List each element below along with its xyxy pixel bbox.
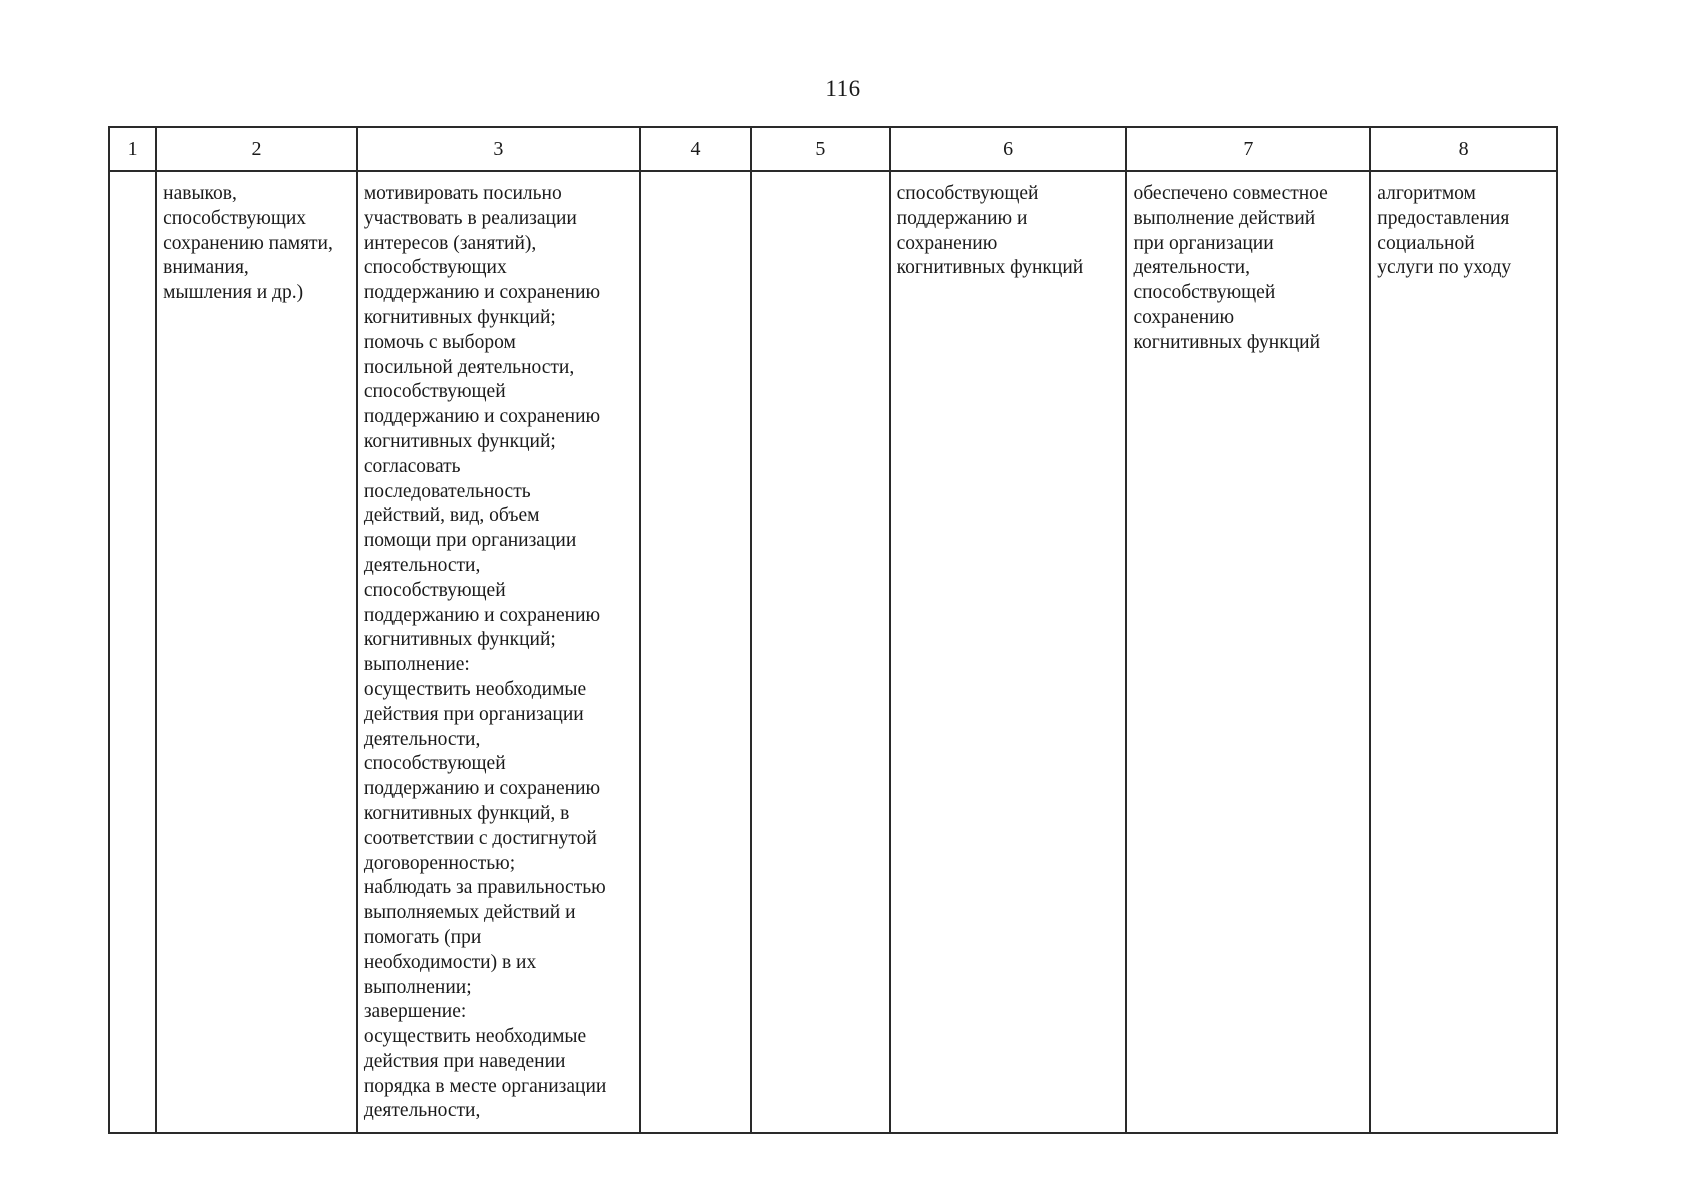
cell-col-1 — [109, 171, 156, 1133]
cell-col-3 — [357, 171, 640, 1133]
cell-text-line: услуги по уходу — [1377, 257, 1512, 279]
cell-text-line: последовательность — [363, 480, 531, 502]
cell-text-line: когнитивных функций — [896, 257, 1084, 279]
cell-text-line: деятельности, — [363, 1100, 481, 1122]
cell-text-line: интересов (занятий), — [363, 232, 537, 254]
cell-text-line: способствующей — [363, 753, 506, 775]
cell-text-line: осуществить необходимые — [363, 678, 587, 700]
cell-text-line: внимания, — [163, 257, 249, 279]
cell-text-line: способствующей — [1133, 282, 1276, 304]
column-header-1: 1 — [109, 127, 156, 171]
services-table — [108, 126, 1558, 1134]
column-header-2: 2 — [156, 127, 357, 171]
cell-text-line: посильной деятельности, — [363, 356, 575, 378]
cell-text-line: поддержанию и — [896, 207, 1028, 229]
cell-col-6 — [890, 171, 1127, 1133]
cell-text-line: способствующих — [363, 257, 507, 279]
cell-text-line: способствующей — [896, 183, 1039, 204]
cell-col-5 — [751, 171, 889, 1133]
cell-text-line: осуществить необходимые — [363, 1026, 587, 1048]
column-header-8: 8 — [1370, 127, 1557, 171]
column-header-3: 3 — [357, 127, 640, 171]
cell-text-line: способствующей — [363, 381, 506, 403]
cell-text-line: согласовать — [363, 455, 461, 477]
cell-col-7 — [1126, 171, 1370, 1133]
cell-text-line: выполнение: — [363, 654, 470, 676]
cell-text-line: деятельности, — [1133, 257, 1250, 279]
cell-text-line: навыков, — [163, 183, 237, 204]
cell-text-line: помощи при организации — [363, 530, 577, 552]
cell-text-line: сохранению — [896, 232, 998, 254]
cell-text-line: когнитивных функций, в — [363, 802, 570, 824]
header-row — [109, 127, 1557, 171]
cell-text-line: порядка в месте организации — [363, 1075, 607, 1097]
cell-text-line: необходимости) в их — [363, 951, 537, 973]
cell-text-line: мотивировать посильно — [363, 183, 562, 204]
cell-text-line: сохранению — [1133, 306, 1235, 328]
cell-text-line: при организации — [1133, 232, 1274, 254]
cell-text-line: наблюдать за правильностью — [363, 877, 606, 899]
column-header-5: 5 — [751, 127, 889, 171]
cell-text-line: участвовать в реализации — [363, 207, 577, 229]
cell-text-line: когнитивных функций; — [363, 430, 556, 452]
page-number: 116 — [825, 76, 861, 101]
cell-col-2 — [156, 171, 357, 1133]
cell-text-line: деятельности, — [363, 728, 481, 750]
cell-text-line: помогать (при — [363, 926, 482, 948]
cell-text-line: выполнение действий — [1133, 207, 1316, 229]
cell-text-line: способствующих — [163, 207, 307, 229]
cell-text-line: действий, вид, объем — [363, 505, 540, 527]
cell-col-8 — [1370, 171, 1557, 1133]
cell-text-line: предоставления — [1377, 207, 1510, 229]
table-row — [109, 171, 1557, 1133]
cell-text-line: соответствии с достигнутой — [363, 827, 597, 849]
column-header-6: 6 — [890, 127, 1127, 171]
cell-text-line: договоренностью; — [363, 852, 516, 874]
cell-text-line: действия при организации — [363, 703, 584, 725]
cell-text-line: помочь с выбором — [363, 331, 516, 353]
column-header-7: 7 — [1126, 127, 1370, 171]
cell-text-line: поддержанию и сохранению — [363, 406, 601, 428]
cell-text-line: когнитивных функций; — [363, 306, 556, 328]
cell-text-line: деятельности, — [363, 554, 481, 576]
cell-text-line: мышления и др.) — [163, 282, 304, 304]
cell-text-line: выполняемых действий и — [363, 902, 576, 924]
cell-text-line: когнитивных функций — [1133, 331, 1321, 353]
cell-col-4 — [640, 171, 751, 1133]
cell-text-line: способствующей — [363, 579, 506, 601]
cell-text-line: поддержанию и сохранению — [363, 778, 601, 800]
cell-text-line: когнитивных функций; — [363, 629, 556, 651]
column-header-4: 4 — [640, 127, 751, 171]
cell-text-line: обеспечено совместное — [1133, 183, 1328, 204]
cell-text-line: выполнении; — [363, 976, 472, 998]
cell-text-line: завершение: — [363, 1001, 467, 1023]
cell-text-line: социальной — [1377, 232, 1475, 254]
cell-text-line: алгоритмом — [1377, 183, 1476, 204]
cell-text-line: сохранению памяти, — [163, 232, 333, 254]
cell-text-line: поддержанию и сохранению — [363, 604, 601, 626]
cell-text-line: поддержанию и сохранению — [363, 282, 601, 304]
cell-text-line: действия при наведении — [363, 1050, 566, 1072]
